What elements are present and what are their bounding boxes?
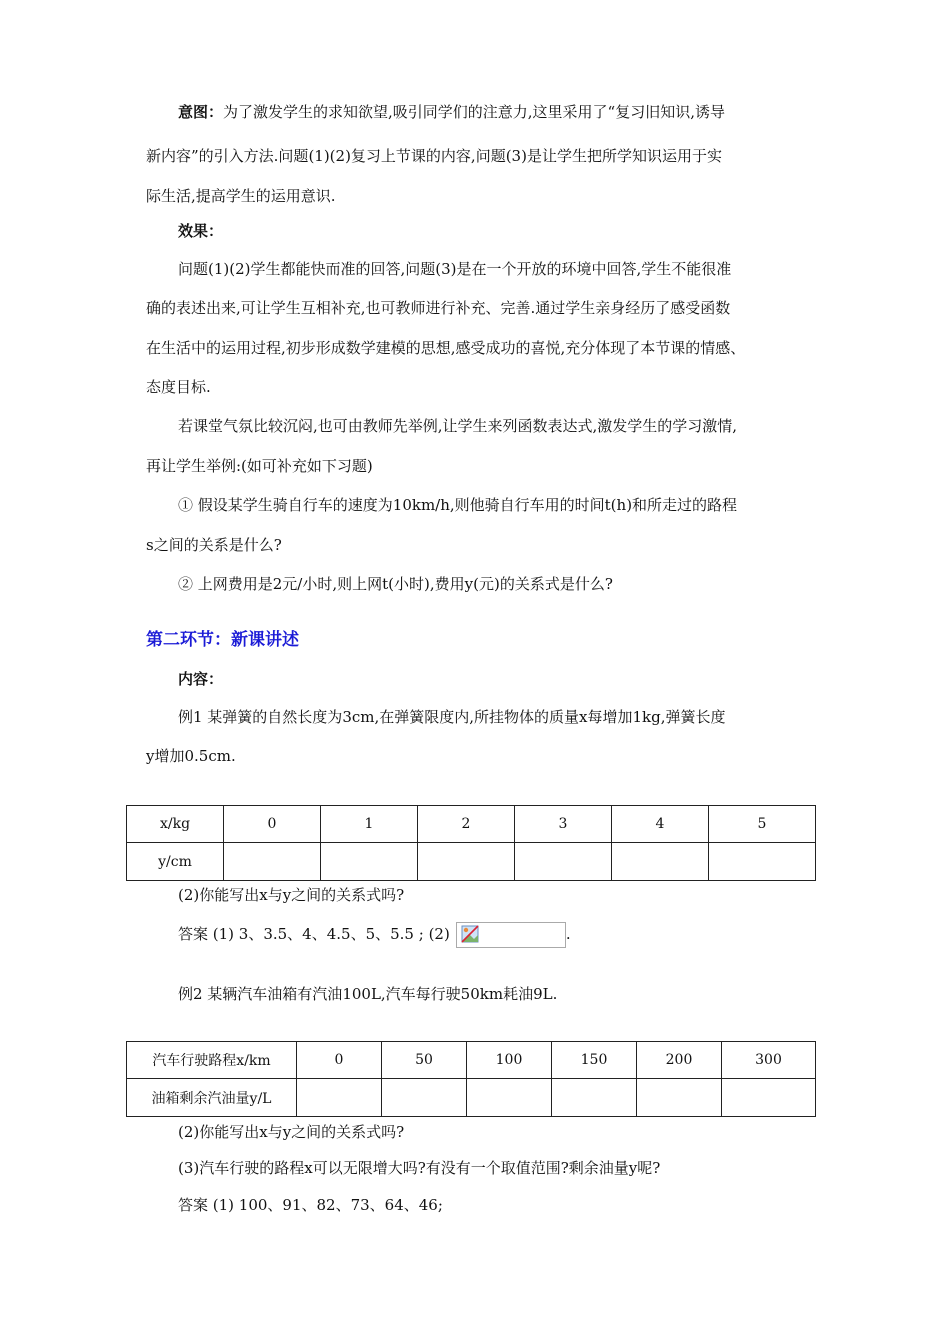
question1-line-2: s之间的关系是什么? <box>146 536 282 554</box>
example1-answer <box>178 922 850 948</box>
section-heading: 第二环节：新课讲述 <box>146 630 299 650</box>
table-cell <box>418 843 515 881</box>
effect-line-4: 态度目标. <box>146 378 211 396</box>
question2-line: ② 上网费用是2元/小时,则上网t(小时),费用y(元)的关系式是什么? <box>178 575 613 593</box>
table-cell <box>382 1079 467 1117</box>
effect-label: 效果： <box>178 222 224 240</box>
table-cell <box>709 843 816 881</box>
table-cell <box>467 1079 552 1117</box>
table-cell: 2 <box>418 806 515 843</box>
table-cell <box>552 1079 637 1117</box>
intent-line-1 <box>178 102 850 122</box>
table-cell <box>637 1079 722 1117</box>
table-row <box>127 843 816 881</box>
intent-text: 为了激发学生的求知欲望,吸引同学们的注意力,这里采用了“复习旧知识,诱导 <box>223 103 725 121</box>
table-cell: 300 <box>722 1042 816 1079</box>
example1-answer-text: 答案 (1) 3、3.5、4、4.5、5、5.5 ; (2) <box>178 925 450 943</box>
table-cell <box>722 1079 816 1117</box>
example2-question2: (2)你能写出x与y之间的关系式吗? <box>178 1123 405 1141</box>
table-cell <box>297 1079 382 1117</box>
table-row <box>127 806 816 843</box>
example2-line: 例2 某辆汽车油箱有汽油100L,汽车每行驶50km耗油9L. <box>178 985 558 1003</box>
table-cell <box>612 843 709 881</box>
question1-line-1: ① 假设某学生骑自行车的速度为10km/h,则他骑自行车用的时间t(h)和所走过的路程 <box>178 496 738 514</box>
example2-answer: 答案 (1) 100、91、82、73、64、46; <box>178 1196 443 1214</box>
example2-table <box>126 1041 816 1117</box>
broken-image-icon <box>456 922 566 948</box>
table-cell: 汽车行驶路程x/km <box>127 1042 297 1079</box>
effect-line-2: 确的表述出来,可让学生互相补充,也可教师进行补充、完善.通过学生亲身经历了感受函数 <box>146 299 731 317</box>
example1-line-1: 例1 某弹簧的自然长度为3cm,在弹簧限度内,所挂物体的质量x每增加1kg,弹簧长度 <box>178 708 726 726</box>
table-cell <box>321 843 418 881</box>
example1-question2: (2)你能写出x与y之间的关系式吗? <box>178 886 405 904</box>
table-cell: 3 <box>515 806 612 843</box>
table-cell: x/kg <box>127 806 224 843</box>
table-cell: 200 <box>637 1042 722 1079</box>
example1-answer-end: . <box>565 925 571 943</box>
intent-label: 意图： <box>178 103 224 121</box>
table-cell: 150 <box>552 1042 637 1079</box>
para2-line-2: 再让学生举例:(如可补充如下习题) <box>146 457 373 475</box>
table-cell: 100 <box>467 1042 552 1079</box>
table-cell: 0 <box>297 1042 382 1079</box>
table-row <box>127 1042 816 1079</box>
content-label: 内容： <box>178 670 224 688</box>
intent-line-3: 际生活,提高学生的运用意识. <box>146 187 336 205</box>
table-cell: 4 <box>612 806 709 843</box>
table-cell: 50 <box>382 1042 467 1079</box>
table-row <box>127 1079 816 1117</box>
effect-line-1: 问题(1)(2)学生都能快而准的回答,问题(3)是在一个开放的环境中回答,学生不能很准 <box>178 260 732 278</box>
table-cell <box>515 843 612 881</box>
table-cell: 1 <box>321 806 418 843</box>
effect-line-3: 在生活中的运用过程,初步形成数学建模的思想,感受成功的喜悦,充分体现了本节课的情感、 <box>146 339 746 357</box>
table-cell: 油箱剩余汽油量y/L <box>127 1079 297 1117</box>
example2-question3: (3)汽车行驶的路程x可以无限增大吗?有没有一个取值范围?剩余油量y呢? <box>178 1159 661 1177</box>
table-cell <box>224 843 321 881</box>
para2-line-1: 若课堂气氛比较沉闷,也可由教师先举例,让学生来列函数表达式,激发学生的学习激情, <box>178 417 738 435</box>
table-cell: y/cm <box>127 843 224 881</box>
intent-line-2: 新内容”的引入方法.问题(1)(2)复习上节课的内容,问题(3)是让学生把所学知识运用于实 <box>146 147 722 165</box>
table-cell: 0 <box>224 806 321 843</box>
table-cell: 5 <box>709 806 816 843</box>
example1-table <box>126 805 816 881</box>
example1-line-2: y增加0.5cm. <box>146 747 236 765</box>
